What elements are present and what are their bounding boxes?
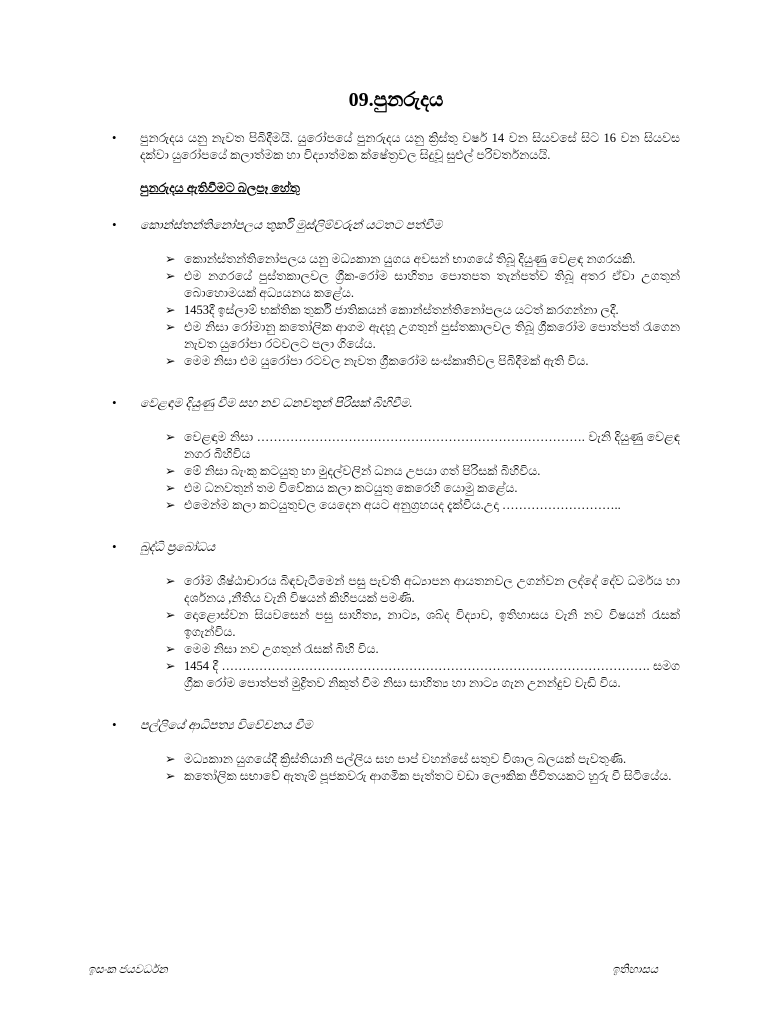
bullet-icon: • <box>112 396 117 410</box>
sub-item-text: කොන්ස්තන්තිනෝපලය යනු මධ්‍යකාන යුගය අවසන් භාගයේ තිබූ දියුණු වෙළඳ නගරයකි. <box>184 252 636 266</box>
main-bullet-text: පල්ලියේ ආධිපත්‍ය විවේචනය වීම <box>140 718 313 732</box>
sub-item-text: එමෙන්ම කලා කටයුතුවල යෙදෙන අයට අනුග්‍රහයද දැක්වීය.උදා ……………………….. <box>184 498 621 512</box>
sub-item-text: මෙම නිසා නව උගතුන් රැසක් බිහි විය. <box>184 642 379 656</box>
main-bullet-text: බුද්ධි ප්‍රබෝධය <box>140 540 216 554</box>
sub-item <box>165 480 680 497</box>
sub-item <box>165 751 680 768</box>
sub-item <box>165 768 680 785</box>
sub-item-text: කතෝලික සභාවේ ඇතැම් පූජකවරු ආගමික පැත්තට වඩා ලෞකික ජීවිතයකට හුරු වී සිටියේය. <box>184 769 672 783</box>
sub-item <box>165 251 680 268</box>
sub-item-text: එම නිසා රෝමානු කතෝලික ආගම ඇදහූ උගතුන් පුස්තකාලවල තිබූ ග්‍රීකරෝම පොත්පත් රැගෙන නැවත යුරෝපා රටවලට පලා ගියේය. <box>184 320 680 351</box>
sub-item-text: මෙම නිසා එම යුරෝපා රටවල නැවත ග්‍රීකරෝම සංස්කෘතිවල පිබිදීමක් ඇති විය. <box>184 354 589 368</box>
sub-item <box>165 353 680 370</box>
sub-list <box>112 429 680 514</box>
arrow-icon: ➢ <box>165 430 176 444</box>
sub-item-text: මේ නිසා බැංකු කටයුතු හා මුදල්වලින් ධනය උපයා ගත් පිරිසක් බිහිවිය. <box>184 464 541 478</box>
sub-item <box>165 268 680 302</box>
sub-item <box>165 607 680 641</box>
page-title: 09.පුනරුදය <box>348 89 444 111</box>
sub-item-text: වෙළඳාම නිසා ……………………………………………………………………. වැනි දියුණු වෙළඳ නගර බිහිවිය <box>184 430 680 461</box>
main-bullet <box>112 717 680 734</box>
sub-item-text: මධ්‍යකාන යුගයේදී ක්‍රිස්තියානි පල්ලිය සහ පාප් වහන්සේ සතුව විශාල බලයක් පැවතුණි. <box>184 752 627 766</box>
arrow-icon: ➢ <box>165 608 176 622</box>
sub-list <box>112 751 680 785</box>
section-heading: පුනරුදය ඇතිවීමට බලපෑ හේතු <box>140 181 300 195</box>
arrow-icon: ➢ <box>165 769 176 783</box>
sub-item-text: 1453දී ඉස්ලාම් භක්තික තුර්කි ජාතිකයන් කොන්ස්තන්තිනෝපලය යටත් කරගන්නා ලදී. <box>184 303 619 317</box>
footer-author: ඉසංක ජයවර්ධන <box>88 964 168 976</box>
arrow-icon: ➢ <box>165 481 176 495</box>
sub-item <box>165 302 680 319</box>
sub-item <box>165 658 680 692</box>
footer-subject: ඉතිහාසය <box>612 964 658 976</box>
sub-item <box>165 463 680 480</box>
main-bullet <box>112 539 680 556</box>
bullet-icon: • <box>112 718 117 732</box>
arrow-icon: ➢ <box>165 574 176 588</box>
main-bullet-text: වෙළඳාම දියුණු වීම සහ නව ධනවතුන් පිරිසක් බිහිවීම. <box>140 396 413 410</box>
arrow-icon: ➢ <box>165 354 176 368</box>
sub-list <box>112 251 680 370</box>
bullet-icon: • <box>112 218 117 232</box>
bullet-icon: • <box>112 540 117 554</box>
arrow-icon: ➢ <box>165 659 176 673</box>
arrow-icon: ➢ <box>165 252 176 266</box>
arrow-icon: ➢ <box>165 464 176 478</box>
sub-item-text: දොළොස්වන සියවසෙන් පසු සාහිත්‍ය, නාට්‍ය, ශබ්ද විද්‍යාව, ඉතිහාසය වැනි නව විෂයන් රැසක් ඉගැන්විය. <box>184 608 680 639</box>
arrow-icon: ➢ <box>165 303 176 317</box>
sections-container <box>112 217 680 785</box>
arrow-icon: ➢ <box>165 269 176 283</box>
page-footer <box>88 962 658 979</box>
main-bullet <box>112 217 680 234</box>
bullet-icon: • <box>112 131 117 145</box>
sub-item <box>165 573 680 607</box>
intro-paragraph <box>112 130 680 164</box>
main-bullet <box>112 395 680 412</box>
arrow-icon: ➢ <box>165 320 176 334</box>
sub-item-text: එම ධනවතුන් තම විවේකය කලා කටයුතු කෙරෙහි යොමු කළේය. <box>184 481 518 495</box>
sub-item-text: එම නගරයේ පුස්තකාලවල ග්‍රීක-රෝම සාහිත්‍ය පොතපත තැන්පත්ව තිබූ අතර ඒවා උගතුන් බොහොමයක් අධ්‍යයනය කළේය. <box>184 269 680 300</box>
sub-item <box>165 319 680 353</box>
sub-list <box>112 573 680 692</box>
arrow-icon: ➢ <box>165 498 176 512</box>
main-bullet-text: කොන්ස්තන්තිනෝපලය තුර්කි මුස්ලිම්වරුන් යටතට පත්වීම <box>140 218 443 232</box>
sub-item-text: 1454 දී …………………………………………………………………………………………. සමග ග්‍රීක රෝම පොත්පත් මුද්‍රිතව නිකුත් වීම නිසා සාහිත්‍ය හා නාට්‍ය ගැන උනන්දුව වැඩි විය. <box>184 659 680 690</box>
sub-item <box>165 641 680 658</box>
arrow-icon: ➢ <box>165 642 176 656</box>
sub-item <box>165 429 680 463</box>
intro-text: පුනරුදය යනු නැවත පිබිදීමයි. යුරෝපයේ පුනරුදය යනු ක්‍රිස්තු වර්ෂ 14 වන සියවසේ සිට 16 වන සියවස දක්වා යුරෝපයේ කලාත්මක හා විද්‍යාත්මක ක්ෂේත්‍රවල සිදුවූ සුළුල් පරිවර්තනයයි. <box>140 131 680 162</box>
sub-item <box>165 497 680 514</box>
sub-item-text: රෝම ශිෂ්ඨාචාරය බිඳවැටීමෙන් පසු පැවති අධ්‍යාපන ආයතනවල උගන්වන ලද්දේ දේව ධර්මය හා දර්ශනය ,නීතිය වැනි විෂයන් කිහිපයක් පමණි. <box>184 574 680 605</box>
arrow-icon: ➢ <box>165 752 176 766</box>
